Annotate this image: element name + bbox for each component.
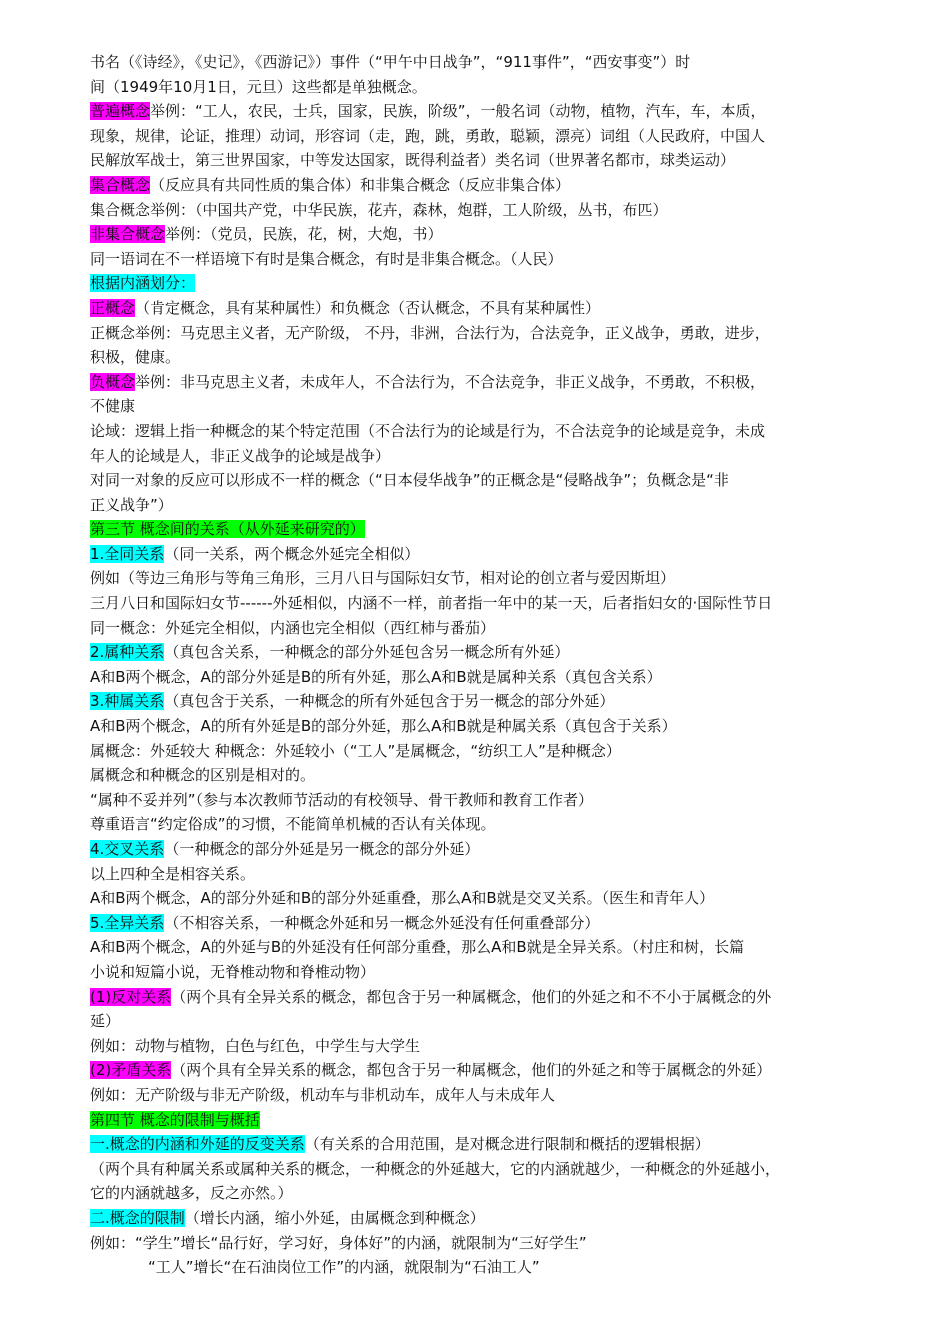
- highlighted-term: 负概念: [90, 372, 136, 391]
- text-line: [90, 1255, 870, 1280]
- line-text: （两个具有全异关系的概念，都包含于另一种属概念，他们的外延之和等于属概念的外延）: [171, 1061, 772, 1080]
- text-line: [90, 321, 870, 346]
- text-line: [90, 247, 870, 272]
- text-line: [90, 1058, 870, 1083]
- line-text: 举例：“工人，农民，士兵，国家，民族，阶级”，一般名词（动物，植物，汽车，车，本质，: [150, 102, 766, 121]
- text-line: [90, 1181, 870, 1206]
- highlighted-term: 普遍概念: [90, 102, 151, 121]
- text-line: [90, 739, 870, 764]
- highlighted-term: 第四节 概念的限制与概括: [90, 1110, 260, 1129]
- text-line: [90, 394, 870, 419]
- line-text: 例如：“学生”增长“品行好，学习好，身体好”的内涵，就限制为“三好学生”: [90, 1233, 587, 1252]
- text-line: [90, 222, 870, 247]
- line-text: 延）: [90, 1012, 121, 1031]
- line-text: A和B两个概念，A的外延与B的外延没有任何部分重叠，那么A和B就是全异关系。（村庄和树，长篇: [90, 938, 745, 957]
- text-line: [90, 714, 870, 739]
- text-line: [90, 566, 870, 591]
- line-text: 同一概念：外延完全相似，内涵也完全相似（西红柿与番茄）: [90, 618, 496, 637]
- text-line: [90, 935, 870, 960]
- text-line: [90, 296, 870, 321]
- line-text: （肯定概念，具有某种属性）和负概念（否认概念，不具有某种属性）: [135, 298, 601, 317]
- text-line: [90, 370, 870, 395]
- line-text: 以上四种全是相容关系。: [90, 864, 256, 883]
- document-page: [90, 50, 870, 1280]
- text-line: [90, 124, 870, 149]
- text-line: [90, 517, 870, 542]
- line-text: 积极，健康。: [90, 348, 181, 367]
- text-line: [90, 665, 870, 690]
- text-line: [90, 75, 870, 100]
- line-text: 三月八日和国际妇女节------外延相似，内涵不一样，前者指一年中的某一天，后者指妇女的·国际性节日: [90, 594, 773, 613]
- text-line: [90, 1034, 870, 1059]
- line-text: （反应具有共同性质的集合体）和非集合概念（反应非集合体）: [150, 175, 571, 194]
- line-text: 年人的论域是人，非正义战争的论域是战争）: [90, 446, 391, 465]
- text-line: [90, 1083, 870, 1108]
- text-line: [90, 616, 870, 641]
- highlighted-term: 非集合概念: [90, 225, 166, 244]
- highlighted-term: 2.属种关系: [90, 643, 165, 662]
- line-text: 举例：非马克思主义者，未成年人，不合法行为，不合法竞争，非正义战争，不勇敢，不积极，: [135, 372, 766, 391]
- text-line: [90, 468, 870, 493]
- line-text: 小说和短篇小说，无脊椎动物和脊椎动物）: [90, 962, 376, 981]
- text-line: [90, 173, 870, 198]
- text-line: [90, 788, 870, 813]
- text-line: [90, 419, 870, 444]
- line-text: “属种不妥并列”（参与本次教师节活动的有校领导、骨干教师和教育工作者）: [90, 790, 594, 809]
- line-text: A和B两个概念，A的部分外延是B的所有外延，那么A和B就是属种关系（真包含关系）: [90, 667, 662, 686]
- line-text: 民解放军战士，第三世界国家，中等发达国家，既得利益者）类名词（世界著名都市，球类运动）: [90, 151, 736, 170]
- text-line: [90, 542, 870, 567]
- highlighted-term: 第三节 概念间的关系（从外延来研究的）: [90, 520, 365, 539]
- line-text: 举例：（党员，民族，花，树，大炮，书）: [165, 225, 443, 244]
- line-text: （真包含于关系，一种概念的所有外延包含于另一概念的部分外延）: [164, 692, 615, 711]
- line-text: 属概念：外延较大 种概念：外延较小（“工人”是属概念，“纺织工人”是种概念）: [90, 741, 621, 760]
- highlighted-term: 根据内涵划分：: [90, 274, 196, 293]
- line-text: A和B两个概念，A的部分外延和B的部分外延重叠，那么A和B就是交叉关系。（医生和青年人）: [90, 889, 715, 908]
- text-line: [90, 960, 870, 985]
- text-line: [90, 886, 870, 911]
- text-line: [90, 1009, 870, 1034]
- highlighted-term: (1)反对关系: [90, 987, 172, 1006]
- highlighted-term: 1.全同关系: [90, 544, 165, 563]
- text-line: [90, 763, 870, 788]
- text-line: [90, 1132, 870, 1157]
- text-line: [90, 99, 870, 124]
- text-line: [90, 1108, 870, 1133]
- highlighted-term: 集合概念: [90, 175, 151, 194]
- line-text: 间（1949年10月1日，元旦）这些都是单独概念。: [90, 77, 427, 96]
- text-line: [90, 911, 870, 936]
- line-text: （有关系的合用范围，是对概念进行限制和概括的逻辑根据）: [304, 1135, 710, 1154]
- line-text: “工人”增长“在石油岗位工作”的内涵，就限制为“石油工人”: [148, 1258, 540, 1277]
- text-line: [90, 985, 870, 1010]
- line-text: （同一关系，两个概念外延完全相似）: [164, 544, 420, 563]
- line-text: （一种概念的部分外延是另一概念的部分外延）: [164, 840, 480, 858]
- text-line: [90, 812, 870, 837]
- line-text: A和B两个概念，A的所有外延是B的部分外延，那么A和B就是种属关系（真包含于关系）: [90, 717, 677, 736]
- line-text: （真包含关系，一种概念的部分外延包含另一概念所有外延）: [164, 643, 570, 662]
- text-line: [90, 345, 870, 370]
- line-text: 例如：动物与植物，白色与红色，中学生与大学生: [90, 1036, 421, 1055]
- line-text: 例如（等边三角形与等角三角形，三月八日与国际妇女节，相对论的创立者与爱因斯坦）: [90, 569, 676, 588]
- text-line: [90, 271, 870, 296]
- line-text: （不相容关系，一种概念外延和另一概念外延没有任何重叠部分）: [164, 913, 600, 932]
- text-line: [90, 50, 870, 75]
- line-text: 现象，规律，论证，推理）动词，形容词（走，跑，跳，勇敢，聪颖，漂亮）词组（人民政府，中国人: [90, 126, 766, 145]
- line-text: 它的内涵就越多，反之亦然。）: [90, 1184, 293, 1203]
- highlighted-term: 二.概念的限制: [90, 1208, 185, 1227]
- line-text: 书名（《诗经》，《史记》，《西游记》）事件（“甲午中日战争”，“911事件”，“西安事变”）时: [90, 53, 691, 71]
- text-line: [90, 1231, 870, 1256]
- text-line: [90, 493, 870, 518]
- line-text: （两个具有种属关系或属种关系的概念，一种概念的外延越大，它的内涵就越少，一种概念的外延越小，: [90, 1159, 781, 1178]
- line-text: 不健康: [90, 397, 136, 416]
- text-line: [90, 1206, 870, 1231]
- highlighted-term: 一.概念的内涵和外延的反变关系: [90, 1135, 305, 1154]
- line-text: 例如：无产阶级与非无产阶级，机动车与非机动车，成年人与未成年人: [90, 1085, 556, 1104]
- line-text: 尊重语言“约定俗成”的习惯，不能简单机械的否认有关体现。: [90, 815, 496, 834]
- text-line: [90, 1157, 870, 1182]
- line-text: 正概念举例：马克思主义者，无产阶级， 不丹，非洲，合法行为，合法竞争，正义战争，勇敢，进步，: [90, 323, 770, 342]
- highlighted-term: 4.交叉关系: [90, 840, 165, 858]
- line-text: 属概念和种概念的区别是相对的。: [90, 766, 316, 785]
- highlighted-term: 3.种属关系: [90, 692, 165, 711]
- line-text: 对同一对象的反应可以形成不一样的概念（“日本侵华战争”的正概念是“侵略战争”；负概念是“非: [90, 471, 729, 490]
- text-line: [90, 640, 870, 665]
- text-line: [90, 689, 870, 714]
- line-text: （增长内涵，缩小外延，由属概念到种概念）: [184, 1208, 485, 1227]
- text-line: [90, 862, 870, 887]
- highlighted-term: 正概念: [90, 298, 136, 317]
- line-text: 正义战争”）: [90, 495, 173, 514]
- highlighted-term: 5.全异关系: [90, 913, 165, 932]
- text-line: [90, 591, 870, 616]
- text-line: [90, 148, 870, 173]
- text-line: [90, 198, 870, 223]
- line-text: （两个具有全异关系的概念，都包含于另一种属概念，他们的外延之和不不小于属概念的外: [171, 987, 772, 1006]
- line-text: 论域：逻辑上指一种概念的某个特定范围（不合法行为的论域是行为，不合法竞争的论域是竞争，未成: [90, 421, 766, 440]
- text-line: [90, 444, 870, 469]
- text-line: [90, 837, 870, 862]
- line-text: 同一语词在不一样语境下有时是集合概念，有时是非集合概念。（人民）: [90, 249, 563, 268]
- highlighted-term: (2)矛盾关系: [90, 1061, 172, 1080]
- line-text: 集合概念举例：（中国共产党，中华民族，花卉，森林，炮群，工人阶级，丛书，布匹）: [90, 200, 668, 219]
